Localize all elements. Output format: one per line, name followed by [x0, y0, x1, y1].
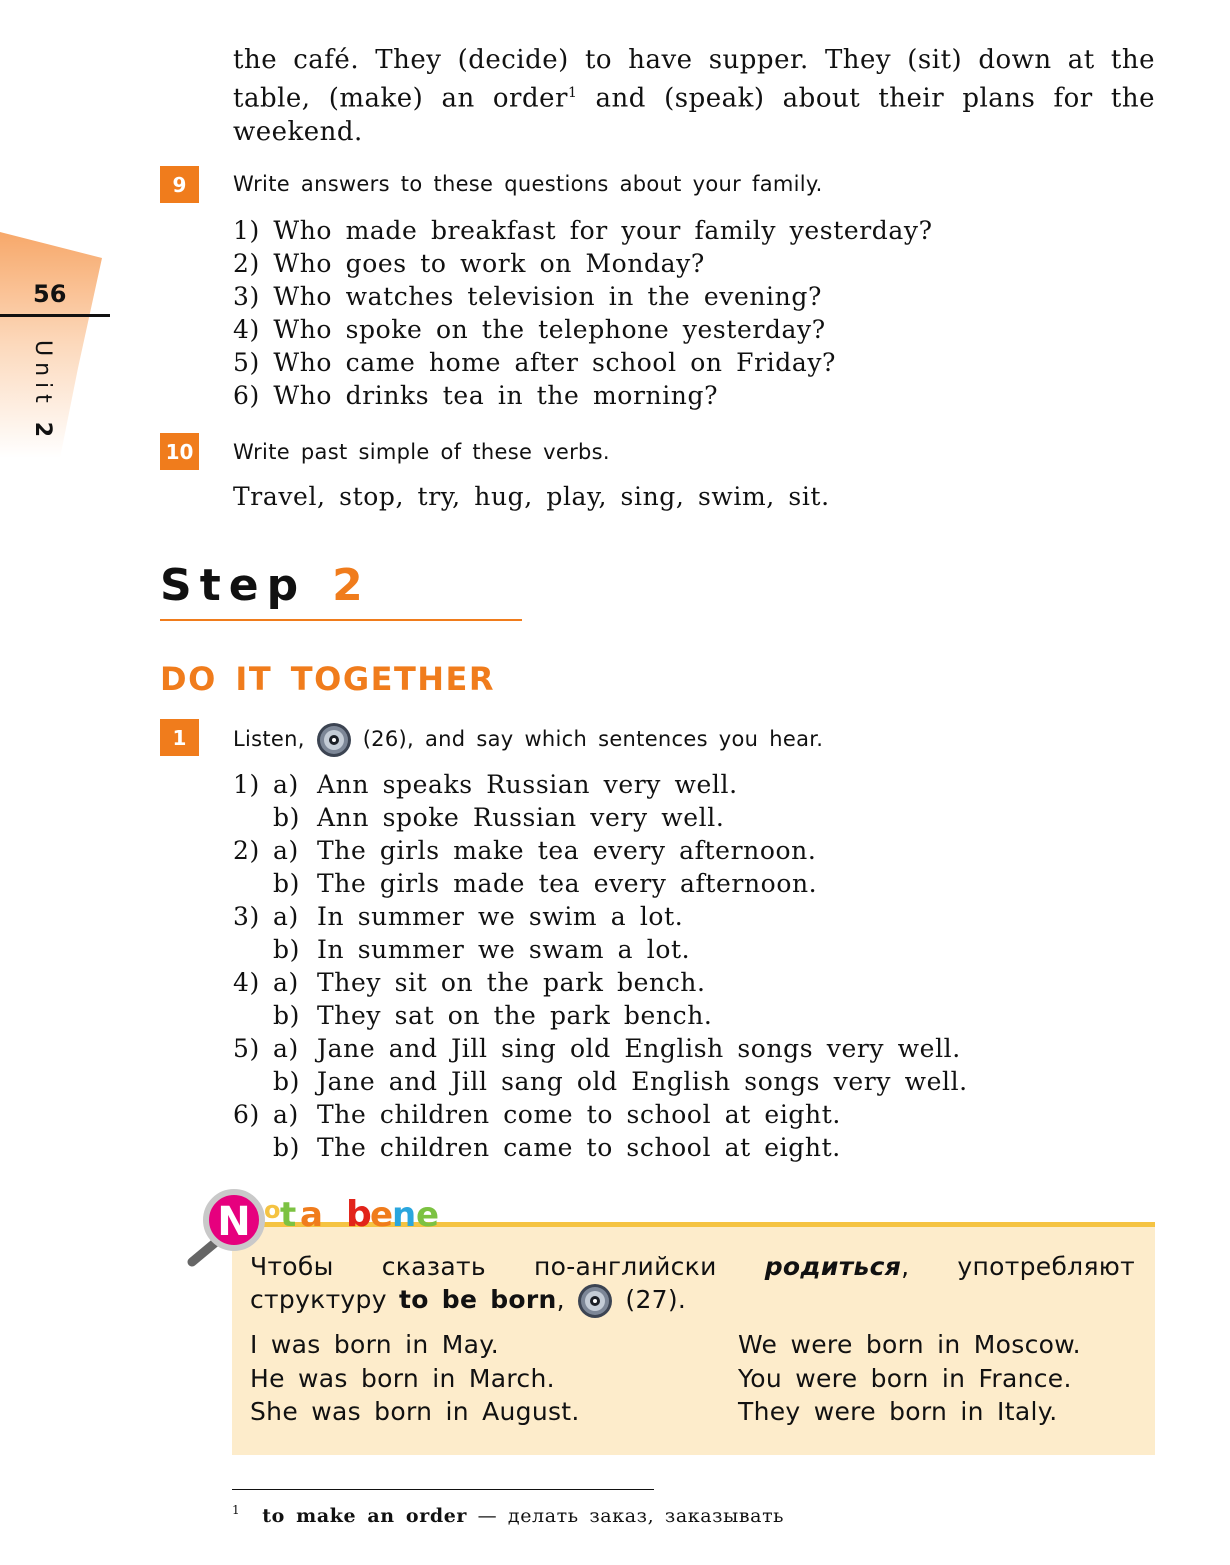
example-sentence: He was born in March.	[250, 1363, 555, 1393]
exercise-9-number: 9	[160, 166, 199, 203]
rule-text-end: (27).	[625, 1285, 687, 1314]
sentence-row	[233, 999, 968, 1032]
sentence-row	[233, 768, 968, 801]
footnote-reference: 1	[567, 85, 578, 101]
sentence-row	[233, 966, 968, 999]
exercise-1-instruction	[233, 722, 823, 758]
sentence-a: They sit on the park bench.	[317, 968, 706, 997]
sentence-b: Jane and Jill sang old English songs very well.	[317, 1067, 968, 1096]
step-heading	[160, 560, 371, 611]
sentence-a: The girls make tea every afternoon.	[317, 836, 817, 865]
sentence-a: In summer we swim a lot.	[317, 902, 684, 931]
sentence-b: They sat on the park bench.	[317, 1001, 713, 1030]
page-tab-divider	[0, 314, 110, 317]
sentence-row	[233, 1065, 968, 1098]
svg-text:n: n	[392, 1195, 417, 1235]
svg-text:N: N	[217, 1199, 251, 1245]
nota-bene-examples-right	[738, 1328, 1081, 1429]
rule-text: Чтобы сказать по-английски	[250, 1252, 765, 1281]
item-number: 6)	[233, 1100, 260, 1129]
sentence-b: The children came to school at eight.	[317, 1133, 841, 1162]
svg-text:e: e	[416, 1195, 440, 1235]
option-label: a)	[273, 836, 299, 865]
step-number: 2	[332, 560, 371, 611]
exercise-1-sentences	[233, 768, 968, 1164]
option-label: a)	[273, 902, 299, 931]
nota-bene-rule: Чтобы сказать по-английски родиться, употребляют структуру to be born, (27).	[250, 1250, 1135, 1319]
rule-structure: to be born	[399, 1285, 557, 1314]
intro-text: the café. They (decide) to have supper. They (sit) down at the table, (make) an order	[233, 45, 1155, 114]
option-label: a)	[273, 770, 299, 799]
exercise-9-questions	[233, 214, 933, 412]
exercise-10-number: 10	[160, 433, 199, 470]
intro-text-end: and (speak) about their plans for the weekend.	[233, 83, 1155, 147]
unit-number: 2	[30, 421, 55, 444]
question-item: 6) Who drinks tea in the morning?	[233, 381, 719, 410]
item-number: 2)	[233, 836, 260, 865]
sentence-b: In summer we swam a lot.	[317, 935, 691, 964]
sentence-b: The girls made tea every afternoon.	[317, 869, 818, 898]
sentence-a: Jane and Jill sing old English songs very well.	[317, 1034, 961, 1063]
item-number: 4)	[233, 968, 260, 997]
section-title: DO IT TOGETHER	[160, 660, 496, 698]
option-label: b)	[273, 803, 300, 832]
instruction-text-end: (26), and say which sentences you hear.	[362, 727, 824, 751]
nota-bene-examples-left	[250, 1328, 580, 1429]
audio-cd-icon[interactable]	[577, 1283, 613, 1319]
example-sentence: We were born in Moscow.	[738, 1330, 1081, 1359]
question-item: 1) Who made breakfast for your family yesterday?	[233, 216, 933, 245]
page-tab-shape	[0, 228, 110, 468]
page-number: 56	[33, 280, 67, 308]
question-item: 2) Who goes to work on Monday?	[233, 249, 705, 278]
step-underline	[160, 619, 522, 621]
question-item: 4) Who spoke on the telephone yesterday?	[233, 315, 826, 344]
item-number: 3)	[233, 902, 260, 931]
footnote-definition: — делать заказ, заказывать	[467, 1505, 785, 1527]
svg-text:a: a	[300, 1195, 323, 1235]
sentence-row	[233, 900, 968, 933]
audio-cd-icon[interactable]	[316, 722, 352, 758]
exercise-9-instruction: Write answers to these questions about your family.	[233, 172, 823, 196]
question-item: 3) Who watches television in the evening?	[233, 282, 822, 311]
example-sentence: They were born in Italy.	[738, 1397, 1058, 1426]
svg-text:o: o	[264, 1196, 281, 1224]
intro-paragraph	[233, 44, 1155, 149]
svg-text:b: b	[346, 1194, 372, 1235]
rule-keyword: родиться	[764, 1252, 902, 1281]
unit-label	[30, 340, 55, 443]
unit-label-text: Unit	[30, 340, 55, 422]
svg-text:e: e	[370, 1195, 394, 1235]
sentence-row	[233, 867, 968, 900]
footnote	[232, 1503, 784, 1527]
option-label: b)	[273, 1133, 300, 1162]
svg-text:t: t	[280, 1195, 297, 1235]
exercise-10-verbs: Travel, stop, try, hug, play, sing, swim, sit.	[233, 482, 830, 511]
option-label: b)	[273, 1001, 300, 1030]
option-label: a)	[273, 968, 299, 997]
sentence-row	[233, 1098, 968, 1131]
sentence-a: Ann speaks Russian very well.	[317, 770, 738, 799]
item-number: 1)	[233, 770, 260, 799]
example-sentence: You were born in France.	[738, 1363, 1072, 1393]
option-label: a)	[273, 1100, 299, 1129]
sentence-row	[233, 801, 968, 834]
option-label: b)	[273, 869, 300, 898]
option-label: a)	[273, 1034, 299, 1063]
instruction-text: Listen,	[233, 727, 305, 751]
footnote-divider	[232, 1489, 654, 1490]
sentence-row	[233, 1131, 968, 1164]
example-sentence: I was born in May.	[250, 1330, 500, 1359]
exercise-1-number: 1	[160, 719, 199, 756]
rule-text-middle: , употребляют структуру	[250, 1252, 1135, 1314]
option-label: b)	[273, 1067, 300, 1096]
item-number: 5)	[233, 1034, 260, 1063]
step-label: Step	[160, 560, 307, 611]
exercise-10-instruction: Write past simple of these verbs.	[233, 440, 610, 464]
sentence-row	[233, 933, 968, 966]
sentence-a: The children come to school at eight.	[317, 1100, 841, 1129]
sentence-row	[233, 1032, 968, 1065]
footnote-term: to make an order	[262, 1505, 468, 1527]
example-sentence: She was born in August.	[250, 1397, 580, 1426]
sentence-row	[233, 834, 968, 867]
option-label: b)	[273, 935, 300, 964]
sentence-b: Ann spoke Russian very well.	[317, 803, 725, 832]
footnote-mark: 1	[232, 1503, 241, 1517]
question-item: 5) Who came home after school on Friday?	[233, 348, 837, 377]
